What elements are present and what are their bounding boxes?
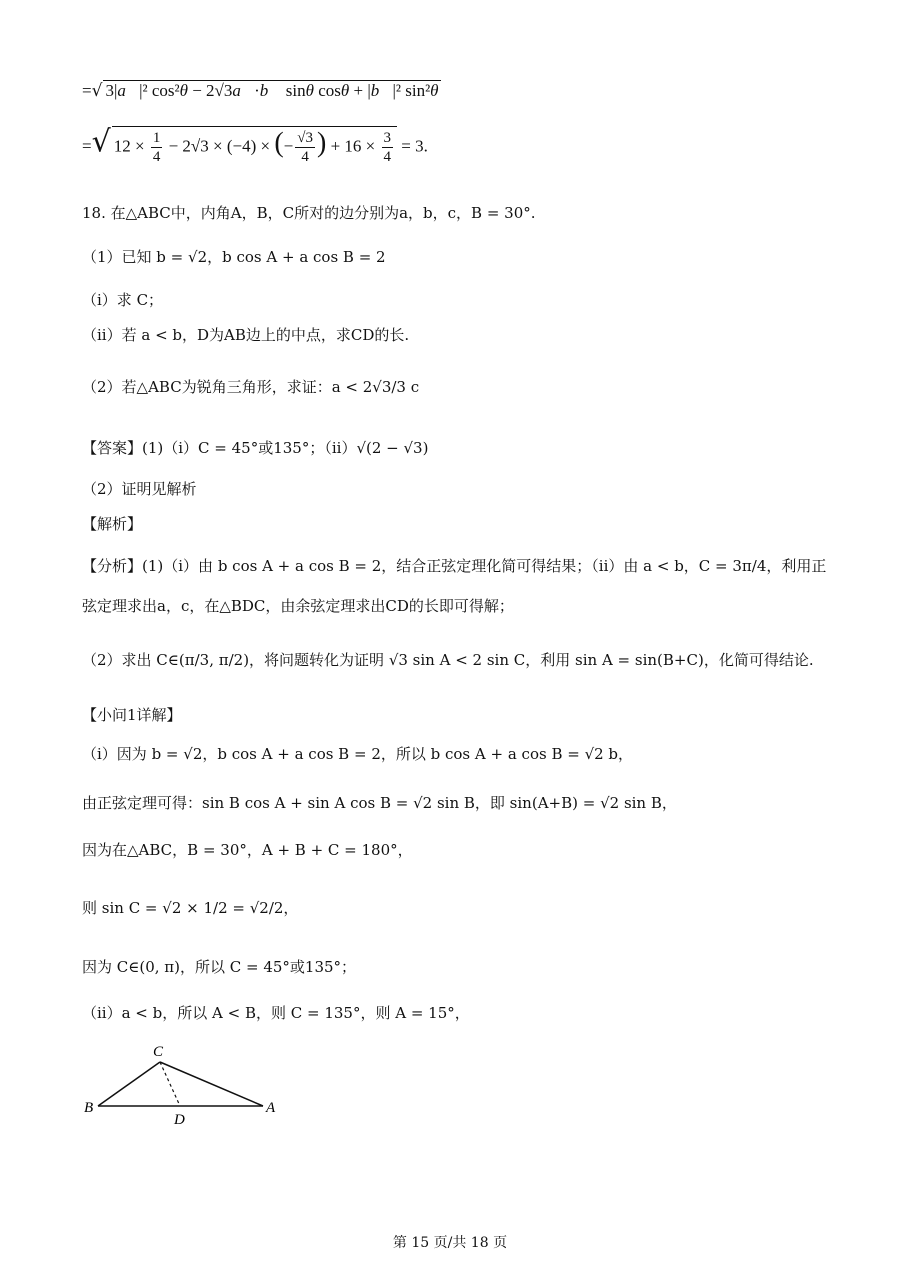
solution-line-6: （ii）a < b，所以 A < B，则 C = 135°，则 A = 15°，: [82, 1004, 470, 1022]
side-BC: [98, 1062, 160, 1106]
triangle-figure: [78, 1040, 298, 1130]
label-C: C: [153, 1044, 164, 1060]
label-B: B: [84, 1100, 94, 1116]
equation-line-2: =√ 12 × $\frac{1}{4}$ − 2√3 × (−4) × (− $\frac{√3}{4}$ ) + 16 × $\frac{3}{4}$ = 3.: [82, 124, 428, 165]
answer-line-2: （2）证明见解析: [82, 480, 197, 498]
analysis-line-2: 弦定理求出a，c，在△BDC，由余弦定理求出CD的长即可得解；: [82, 597, 514, 615]
problem-stem: 18. 在△ABC中，内角A，B，C所对的边分别为a，b，c，B = 30°.: [82, 204, 536, 222]
problem-part-1: （1）已知 b = √2，b cos A + a cos B = 2: [82, 248, 386, 266]
solution-line-4: 则 sin C = √2 × 1/2 = √2/2，: [82, 899, 299, 917]
solution-line-2: 由正弦定理可得：sin B cos A + sin A cos B = √2 sin B，即 sin(A+B) = √2 sin B，: [82, 794, 677, 812]
solution-line-5: 因为 C∈(0, π)，所以 C = 45°或135°；: [82, 958, 357, 976]
analysis-heading: 【解析】: [82, 515, 143, 533]
side-CA: [160, 1062, 263, 1106]
solution-line-3: 因为在△ABC，B = 30°，A + B + C = 180°，: [82, 841, 413, 859]
problem-part-2: （2）若△ABC为锐角三角形，求证：a < 2√3/3 c: [82, 378, 420, 396]
label-D: D: [174, 1112, 185, 1128]
problem-part-1-i: （i）求 C；: [82, 291, 164, 309]
analysis-line-1: 【分析】(1)（i）由 b cos A + a cos B = 2，结合正弦定理化简可得结果；（ii）由 a < b，C = 3π/4，利用正: [82, 557, 827, 575]
equation-line-1: =√ 3|a⃗|² cos²θ − 2√3a⃗·b⃗ sinθ cosθ + |b⃗|² sin²θ: [82, 81, 439, 101]
page-footer: 第 15 页/共 18 页: [392, 1235, 508, 1251]
label-A: A: [266, 1100, 276, 1116]
answer-line-1: 【答案】(1)（i）C = 45°或135°；（ii）√(2 − √3): [82, 439, 429, 457]
solution-line-1: （i）因为 b = √2，b cos A + a cos B = 2，所以 b cos A + a cos B = √2 b，: [82, 745, 634, 763]
problem-part-1-ii: （ii）若 a < b，D为AB边上的中点，求CD的长.: [82, 326, 410, 344]
subquestion-1-heading: 【小问1详解】: [82, 706, 182, 724]
analysis-line-3: （2）求出 C∈(π/3, π/2)，将问题转化为证明 √3 sin A < 2 sin C，利用 sin A = sin(B+C)，化简可得结论.: [82, 651, 814, 669]
